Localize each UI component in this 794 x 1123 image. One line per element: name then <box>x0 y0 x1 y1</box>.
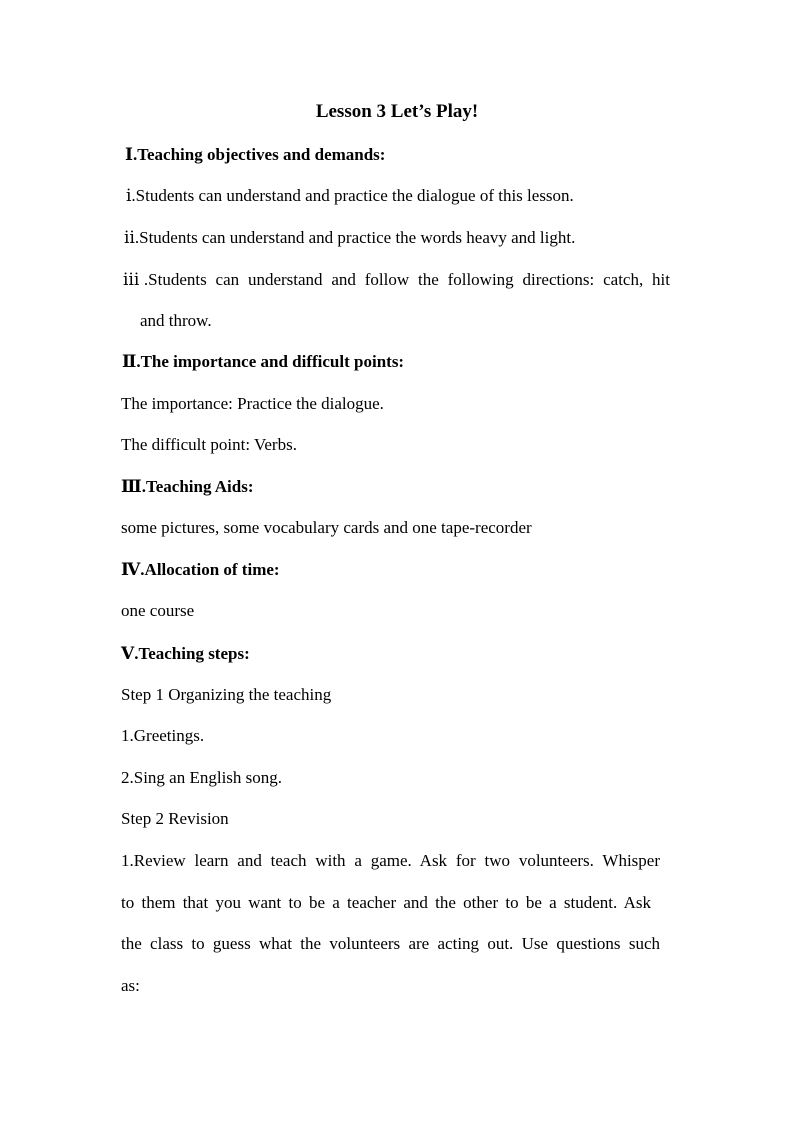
teaching-aids-text: some pictures, some vocabulary cards and one tape-recorder <box>121 518 532 537</box>
objective-item-2: ⅱ.Students can understand and practice the words heavy and light. <box>124 228 576 247</box>
lesson-title: Lesson 3 Let’s Play! <box>315 101 479 122</box>
allocation-text: one course <box>121 601 195 620</box>
objective-item-3: ⅲ.Students can understand and follow the following directions: catch, hit <box>123 270 670 289</box>
step-2-heading: Step 2 Revision <box>121 809 229 828</box>
heading-allocation-of-time: Ⅳ.Allocation of time: <box>121 560 280 579</box>
step-2-line-4: as: <box>121 976 140 995</box>
objective-item-3-continued: and throw. <box>140 311 212 330</box>
objective-item-1: ⅰ.Students can understand and practice the dialogue of this lesson. <box>126 186 574 205</box>
importance-text: The importance: Practice the dialogue. <box>121 394 384 413</box>
heading-teaching-steps: Ⅴ.Teaching steps: <box>121 644 250 663</box>
step-2-line-3: the class to guess what the volunteers are acting out. Use questions such <box>121 934 660 953</box>
step-1-item-2: 2.Sing an English song. <box>121 768 283 787</box>
heading-importance-difficulty: Ⅱ.The importance and difficult points: <box>122 352 405 371</box>
heading-objectives: Ⅰ.Teaching objectives and demands: <box>125 145 386 164</box>
step-1-item-1: 1.Greetings. <box>121 726 205 745</box>
step-2-line-2: to them that you want to be a teacher and the other to be a student. Ask <box>121 893 651 912</box>
heading-teaching-aids: Ⅲ.Teaching Aids: <box>121 477 254 496</box>
step-2-line-1: 1.Review learn and teach with a game. Ask for two volunteers. Whisper <box>121 851 660 870</box>
step-1-heading: Step 1 Organizing the teaching <box>121 685 332 704</box>
difficult-point-text: The difficult point: Verbs. <box>121 435 297 454</box>
